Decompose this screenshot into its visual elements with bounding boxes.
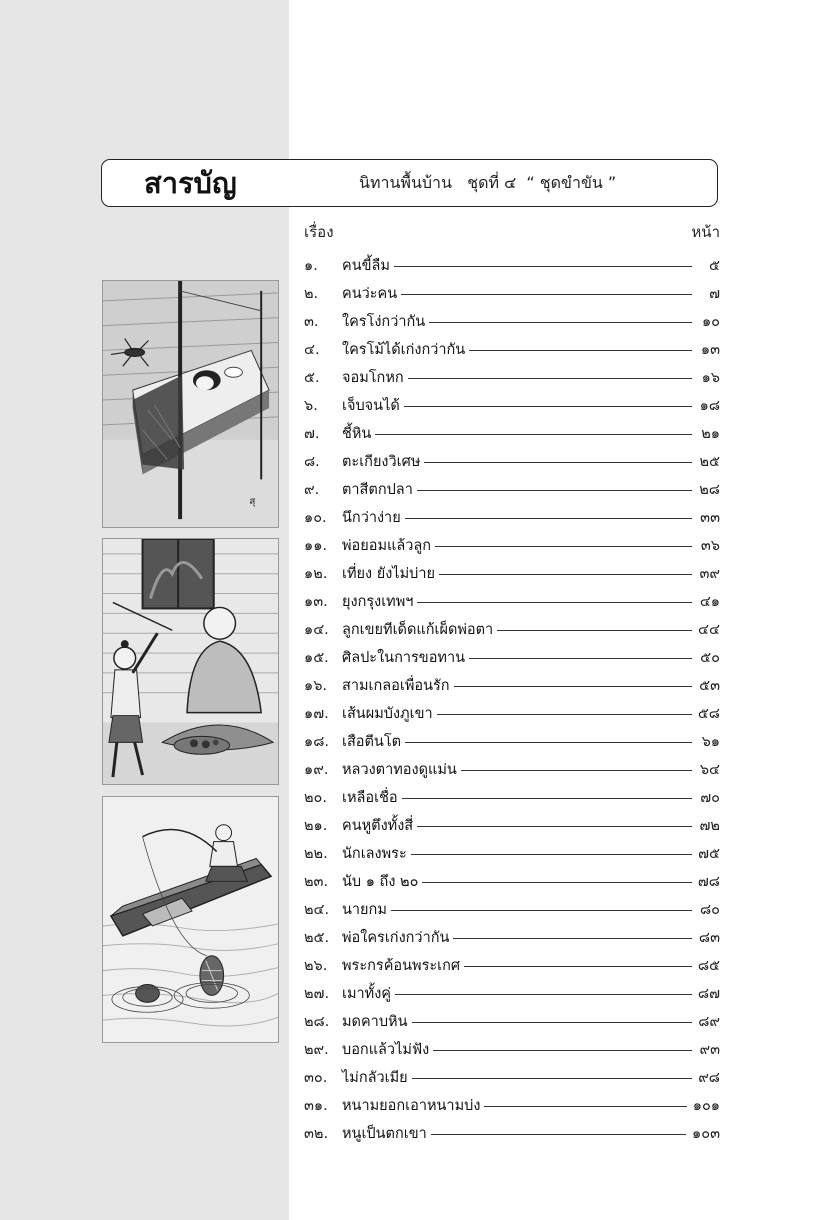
toc-entry-number: ๑๐.	[304, 510, 327, 526]
toc-entry-page: ๔๔	[698, 622, 720, 638]
toc-entry	[304, 506, 720, 534]
header-box	[101, 159, 718, 207]
toc-entry	[304, 590, 720, 618]
toc-leader-line	[469, 350, 692, 351]
toc-entry-title: ตะเกียงวิเศษ	[342, 454, 421, 470]
toc-entry	[304, 982, 720, 1010]
toc-entry-title: นับ ๑ ถึง ๒๐	[342, 874, 419, 890]
toc-entry-title: คนหูตึงทั้งสี่	[342, 818, 414, 834]
toc-leader-line	[395, 994, 692, 995]
toc-entry-number: ๑๘.	[304, 734, 329, 750]
toc-entry	[304, 814, 720, 842]
toc-entry-number: ๑๙.	[304, 762, 329, 778]
toc-leader-line	[417, 826, 692, 827]
toc-entry	[304, 842, 720, 870]
toc-entry-page: ๗๐	[700, 790, 720, 806]
page-title: สารบัญ	[144, 166, 237, 200]
toc-leader-line	[411, 854, 692, 855]
toc-entry	[304, 1066, 720, 1094]
toc-entry-title: พ่อยอมแล้วลูก	[342, 538, 432, 554]
toc-leader-line	[412, 1022, 693, 1023]
toc-leader-line	[484, 1106, 686, 1107]
toc-entry-number: ๒๑.	[304, 818, 328, 834]
toc-leader-line	[422, 882, 691, 883]
toc-entry-title: ใครโง่กว่ากัน	[342, 314, 426, 330]
toc-entry	[304, 478, 720, 506]
toc-entry-number: ๒๙.	[304, 1042, 329, 1058]
toc-entry	[304, 730, 720, 758]
toc-entry-number: ๕.	[304, 370, 320, 386]
toc-entry-title: ตาสีตกปลา	[342, 482, 413, 498]
toc-entry-title: พระกรค้อนพระเกศ	[342, 958, 461, 974]
toc-entry-number: ๒๘.	[304, 1014, 330, 1030]
toc-entry	[304, 1038, 720, 1066]
toc-entry-title: พ่อใครเก่งกว่ากัน	[342, 930, 450, 946]
toc-entry-title: หนูเป็นตกเขา	[342, 1126, 427, 1142]
toc-entry-number: ๓.	[304, 314, 319, 330]
toc-entry	[304, 702, 720, 730]
column-header-story: เรื่อง	[304, 223, 334, 241]
toc-leader-line	[424, 462, 692, 463]
toc-leader-line	[391, 910, 692, 911]
toc-entry-page: ๕	[709, 258, 720, 274]
toc-entry	[304, 674, 720, 702]
toc-leader-line	[454, 686, 692, 687]
toc-entry-number: ๒๖.	[304, 958, 328, 974]
illustration-fishing-boat	[102, 796, 279, 1043]
toc-entry-number: ๑๑.	[304, 538, 328, 554]
toc-entry-number: ๘.	[304, 454, 320, 470]
toc-entry-title: เหลือเชื่อ	[342, 790, 398, 806]
toc-entry-page: ๘๐	[699, 902, 720, 918]
toc-entry-title: นึกว่าง่าย	[342, 510, 401, 526]
toc-entry	[304, 254, 720, 282]
toc-entry-title: ศิลปะในการขอทาน	[342, 650, 466, 666]
toc-entry-page: ๓๖	[700, 538, 720, 554]
toc-entry-number: ๒๗.	[304, 986, 330, 1002]
toc-entry-page: ๑๓	[700, 342, 720, 358]
toc-entry	[304, 422, 720, 450]
toc-entry-number: ๑๒.	[304, 566, 328, 582]
toc-entry-title: เสือตีนโต	[342, 734, 402, 750]
toc-leader-line	[439, 574, 692, 575]
toc-leader-line	[435, 546, 692, 547]
toc-entry-page: ๗	[709, 286, 720, 302]
toc-entry-title: ลูกเขยทีเด็ดแก้เผ็ดพ่อตา	[342, 622, 494, 638]
toc-entry	[304, 926, 720, 954]
toc-entry-page: ๙๓	[699, 1042, 720, 1058]
toc-entry	[304, 870, 720, 898]
toc-entry-title: คนว่ะคน	[342, 286, 398, 302]
toc-entry-page: ๗๕	[698, 846, 720, 862]
toc-entry-number: ๓๑.	[304, 1098, 328, 1114]
toc-entry-title: เจ็บจนได้	[342, 398, 400, 414]
toc-list	[304, 254, 720, 1150]
toc-entry	[304, 618, 720, 646]
toc-entry-page: ๑๖	[701, 370, 720, 386]
toc-entry-page: ๖๑	[701, 734, 720, 750]
toc-entry-page: ๑๘	[699, 398, 720, 414]
toc-entry	[304, 450, 720, 478]
toc-entry-page: ๕๐	[700, 650, 720, 666]
illustration-monk-boy	[102, 538, 279, 785]
toc-leader-line	[497, 630, 692, 631]
toc-entry-page: ๓๓	[700, 510, 720, 526]
toc-entry-page: ๘๓	[698, 930, 720, 946]
toc-leader-line	[375, 434, 692, 435]
toc-leader-line	[464, 966, 692, 967]
toc-leader-line	[453, 938, 692, 939]
toc-entry-page: ๒๕	[699, 454, 720, 470]
toc-leader-line	[405, 742, 692, 743]
toc-leader-line	[405, 518, 692, 519]
toc-leader-line	[461, 770, 692, 771]
toc-entry-page: ๒๘	[699, 482, 720, 498]
toc-entry-number: ๑๕.	[304, 650, 329, 666]
toc-entry-title: เมาทั้งคู่	[342, 986, 391, 1002]
toc-entry	[304, 898, 720, 926]
toc-entry-title: สามเกลอเพื่อนรัก	[342, 678, 450, 694]
toc-leader-line	[429, 322, 692, 323]
toc-entry	[304, 646, 720, 674]
toc-entry	[304, 338, 720, 366]
toc-entry	[304, 1122, 720, 1150]
toc-entry-number: ๓๒.	[304, 1126, 329, 1142]
toc-leader-line	[408, 378, 692, 379]
toc-leader-line	[431, 1134, 686, 1135]
toc-leader-line	[394, 266, 692, 267]
toc-leader-line	[417, 490, 692, 491]
toc-entry-number: ๑๓.	[304, 594, 328, 610]
illustration-signature: สุ	[249, 496, 256, 508]
toc-entry-title: จอมโกหก	[342, 370, 404, 386]
toc-entry-page: ๑๐๓	[692, 1126, 720, 1142]
toc-entry	[304, 282, 720, 310]
page-subtitle: นิทานพื้นบ้าน ชุดที่ ๔ “ ชุดขำขัน ”	[359, 173, 617, 192]
toc-entry-page: ๙๘	[698, 1070, 720, 1086]
toc-entry-number: ๑.	[304, 258, 318, 274]
toc-entry-title: หลวงตาทองดูแม่น	[342, 762, 457, 778]
toc-leader-line	[437, 714, 692, 715]
toc-entry-page: ๒๑	[701, 426, 720, 442]
toc-entry-number: ๒๒.	[304, 846, 328, 862]
toc-entry-page: ๓๙	[699, 566, 720, 582]
toc-entry	[304, 1010, 720, 1038]
toc-entry	[304, 394, 720, 422]
toc-entry-number: ๒๔.	[304, 902, 330, 918]
toc-entry	[304, 758, 720, 786]
toc-entry-title: คนขี้ลืม	[342, 258, 390, 274]
toc-entry	[304, 310, 720, 338]
toc-entry-number: ๔.	[304, 342, 320, 358]
toc-entry-title: นายกม	[342, 902, 387, 918]
toc-entry-page: ๕๘	[697, 706, 720, 722]
toc-entry	[304, 366, 720, 394]
toc-entry-title: ใครโม้ได้เก่งกว่ากัน	[342, 342, 466, 358]
toc-entry-number: ๒๐.	[304, 790, 328, 806]
toc-entry-number: ๖.	[304, 398, 318, 414]
toc-entry-title: ยุงกรุงเทพฯ	[342, 594, 414, 610]
toc-leader-line	[417, 602, 692, 603]
toc-leader-line	[469, 658, 692, 659]
toc-leader-line	[401, 294, 692, 295]
toc-entry-page: ๘๗	[697, 986, 720, 1002]
toc-entry-title: เส้นผมบังภูเขา	[342, 706, 433, 722]
column-header-page: หน้า	[691, 223, 720, 241]
toc-entry	[304, 786, 720, 814]
toc-entry-page: ๗๒	[699, 818, 720, 834]
toc-entry-page: ๑๐	[701, 314, 720, 330]
toc-entry-number: ๗.	[304, 426, 320, 442]
toc-entry-title: หนามยอกเอาหนามบ่ง	[342, 1098, 481, 1114]
toc-entry-number: ๑๗.	[304, 706, 329, 722]
toc-entry-number: ๑๔.	[304, 622, 329, 638]
toc-entry	[304, 534, 720, 562]
toc-entry-title: ไม่กลัวเมีย	[342, 1070, 408, 1086]
toc-entry	[304, 1094, 720, 1122]
toc-entry-title: เที่ยง ยังไม่บ่าย	[342, 566, 435, 582]
toc-entry-title: มดคาบหิน	[342, 1014, 408, 1030]
toc-entry-page: ๘๕	[697, 958, 720, 974]
toc-entry	[304, 562, 720, 590]
toc-leader-line	[412, 1078, 692, 1079]
toc-entry-page: ๕๓	[699, 678, 720, 694]
toc-entry-title: นักเลงพระ	[342, 846, 407, 862]
illustration-bed-mosquito	[102, 280, 279, 528]
toc-entry	[304, 954, 720, 982]
toc-entry-number: ๙.	[304, 482, 320, 498]
toc-entry-title: บอกแล้วไม่ฟัง	[342, 1042, 430, 1058]
toc-leader-line	[433, 1050, 692, 1051]
toc-entry-page: ๗๘	[697, 874, 720, 890]
toc-entry-page: ๘๙	[698, 1014, 720, 1030]
toc-entry-page: ๔๑	[699, 594, 720, 610]
toc-entry-number: ๓๐.	[304, 1070, 328, 1086]
toc-entry-page: ๖๔	[699, 762, 720, 778]
toc-entry-page: ๑๐๑	[692, 1098, 720, 1114]
toc-leader-line	[404, 406, 692, 407]
toc-entry-title: ชี้หิน	[342, 426, 372, 442]
toc-entry-number: ๒๓.	[304, 874, 329, 890]
toc-entry-number: ๒๕.	[304, 930, 330, 946]
toc-entry-number: ๒.	[304, 286, 319, 302]
toc-entry-number: ๑๖.	[304, 678, 328, 694]
toc-leader-line	[402, 798, 692, 799]
